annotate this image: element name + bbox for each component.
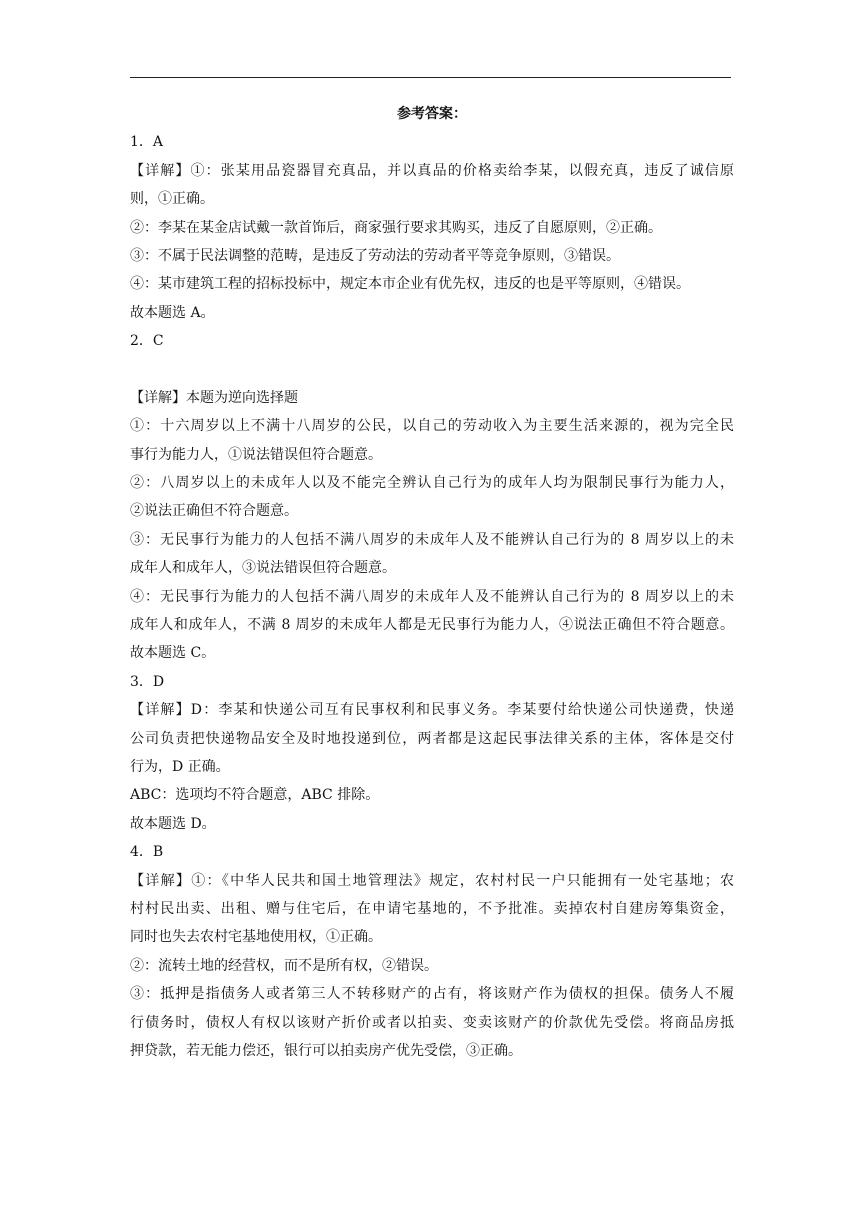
text-line: 1．A — [130, 134, 164, 151]
text-line: ①：十六周岁以上不满十八周岁的公民，以自己的劳动收入为主要生活来源的，视为完全民 — [130, 418, 734, 435]
text-line: 成年人和成年人，不满 8 周岁的未成年人都是无民事行为能力人，④说法正确但不符合题意。 — [130, 617, 734, 634]
text-line: 押贷款，若无能力偿还，银行可以拍卖房产优先受偿，③正确。 — [130, 1042, 522, 1059]
answer-content — [130, 100, 734, 1065]
text-line: 【详解】①：张某用品瓷器冒充真品，并以真品的价格卖给李某，以假充真，违反了诚信原 — [130, 162, 734, 179]
text-line: 则，①正确。 — [130, 191, 214, 208]
text-line: 成年人和成年人，③说法错误但符合题意。 — [130, 560, 396, 577]
text-line: ②说法正确但不符合题意。 — [130, 503, 298, 520]
text-line: 故本题选 D。 — [130, 815, 216, 832]
text-line: 村村民出卖、出租、赠与住宅后，在申请宅基地的，不予批准。卖掉农村自建房筹集资金， — [130, 900, 734, 917]
text-line: 同时也失去农村宅基地使用权，①正确。 — [130, 929, 382, 946]
text-line: ③：无民事行为能力的人包括不满八周岁的未成年人及不能辨认自己行为的 8 周岁以上的未 — [130, 531, 734, 548]
text-line: 【详解】D：李某和快递公司互有民事权利和民事义务。李某要付给快递公司快递费，快递 — [130, 702, 734, 719]
text-line: 事行为能力人，①说法错误但符合题意。 — [130, 446, 382, 463]
text-line: ABC：选项均不符合题意，ABC 排除。 — [130, 787, 380, 804]
text-line: 4．B — [130, 844, 164, 861]
text-line: ③：不属于民法调整的范畴，是违反了劳动法的劳动者平等竞争原则，③错误。 — [130, 247, 620, 264]
text-line: ③：抵押是指债务人或者第三人不转移财产的占有，将该财产作为债权的担保。债务人不履 — [130, 986, 734, 1003]
page-title: 参考答案： — [397, 106, 467, 122]
text-line: ②：李某在某金店试戴一款首饰后，商家强行要求其购买，违反了自愿原则，②正确。 — [130, 219, 662, 236]
text-line: 行债务时，债权人有权以该财产折价或者以拍卖、变卖该财产的价款优先受偿。将商品房抵 — [130, 1014, 734, 1031]
header-rule — [130, 77, 731, 78]
text-line: ④：无民事行为能力的人包括不满八周岁的未成年人及不能辨认自己行为的 8 周岁以上的未 — [130, 588, 734, 605]
text-line: 故本题选 C。 — [130, 645, 216, 662]
text-line: 2．C — [130, 333, 164, 350]
answer-lines — [130, 128, 734, 1065]
blank-line — [130, 356, 734, 384]
text-line: 公司负责把快递物品安全及时地投递到位，两者都是这起民事法律关系的主体，客体是交付 — [130, 730, 734, 747]
text-line: 3．D — [130, 673, 165, 690]
text-line: ②：流转土地的经营权，而不是所有权，②错误。 — [130, 957, 438, 974]
text-line: ④：某市建筑工程的招标投标中，规定本市企业有优先权，违反的也是平等原则，④错误。 — [130, 276, 690, 293]
text-line: 行为，D 正确。 — [130, 758, 230, 775]
text-line: 【详解】本题为逆向选择题 — [130, 389, 298, 406]
text-line: 故本题选 A。 — [130, 304, 215, 321]
text-line: ②：八周岁以上的未成年人以及不能完全辨认自己行为的成年人均为限制民事行为能力人， — [130, 475, 734, 492]
text-line: 【详解】①：《中华人民共和国土地管理法》规定，农村村民一户只能拥有一处宅基地；农 — [130, 872, 734, 889]
